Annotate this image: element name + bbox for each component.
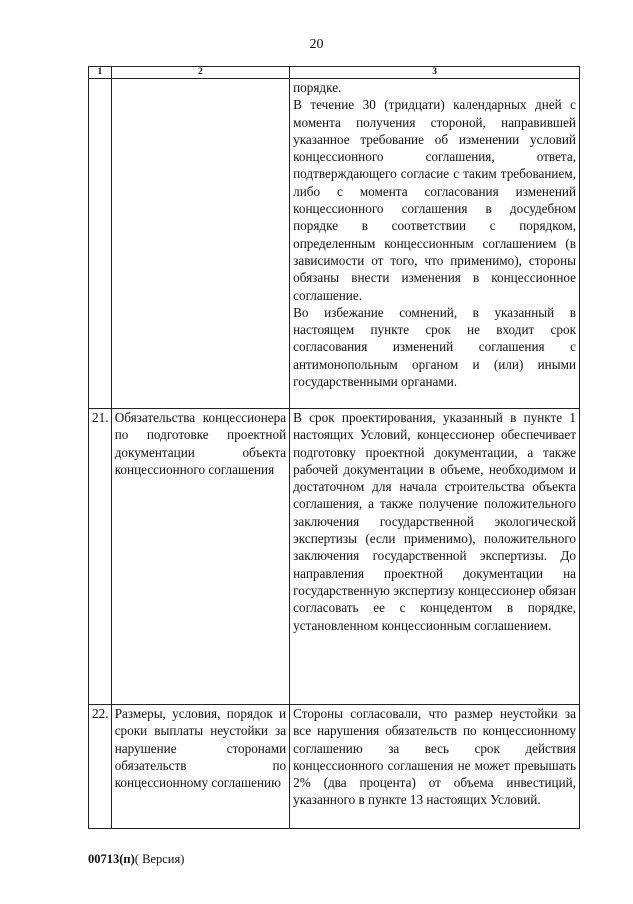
- table-row: [89, 79, 580, 409]
- row-content: [290, 79, 580, 409]
- document-version: ( Версия): [134, 852, 185, 866]
- column-header-2: 2: [111, 67, 289, 79]
- row-paragraph: Стороны согласовали, что размер неустойки за все нарушения обязательств по концессионному соглашению за весь срок действия концессионного соглашения не может превышать 2% (два процента) от объема инвестиций, указанного в пункте 13 настоящих Условий.: [293, 706, 576, 808]
- row-content: [290, 409, 580, 705]
- table-row: [89, 409, 580, 705]
- row-paragraph: порядке.: [293, 80, 342, 95]
- document-code: 00713(п): [88, 852, 135, 866]
- row-paragraph: В течение 30 (тридцати) календарных дней с момента получения стороной, направившей указанное требование об изменении условий концессионного соглашения, ответа, подтверждающего согласие с таким требованием, либо с момента согласования изменений концессионного соглашения в досудебном порядке в соответствии с порядком, определенным концессионным соглашением (в зависимости от того, что применимо), стороны обязаны внести изменения в концессионное соглашение.: [293, 97, 576, 303]
- row-paragraph: Во избежание сомнений, в указанный в настоящем пункте срок не входит срок согласования изменений соглашения с антимонопольным органом и (или) иными государственными органами.: [293, 304, 576, 390]
- row-paragraph: В срок проектирования, указанный в пункте 1 настоящих Условий, концессионер обеспечивает подготовку проектной документации, а также рабочей документации в объеме, необходимом и достаточном для начала строительства объекта соглашения, а также получение положительного заключения государственной экологической экспертизы (если применимо), положительного заключения государственной экспертизы. До направления проектной документации на государственную экспертизу концессионер обязан согласовать ее с концедентом в порядке, установленном концессионным соглашением.: [293, 410, 576, 633]
- page-number: 20: [309, 37, 324, 52]
- table-header-row: [89, 67, 580, 79]
- row-content: [290, 705, 580, 829]
- row-number: 22.: [89, 705, 112, 829]
- conditions-table: [88, 66, 580, 829]
- row-title: [111, 79, 289, 409]
- row-title: Размеры, условия, порядок и сроки выплаты неустойки за нарушение сторонами обязательств по концессионному соглашению: [111, 705, 289, 829]
- column-header-3: 3: [290, 67, 580, 79]
- row-title: Обязательства концессионера по подготовке проектной документации объекта концессионного соглашения: [111, 409, 289, 705]
- table-row: [89, 705, 580, 829]
- row-number: [89, 79, 112, 409]
- row-number: 21.: [89, 409, 112, 705]
- document-footer: [88, 852, 184, 867]
- column-header-1: 1: [89, 67, 112, 79]
